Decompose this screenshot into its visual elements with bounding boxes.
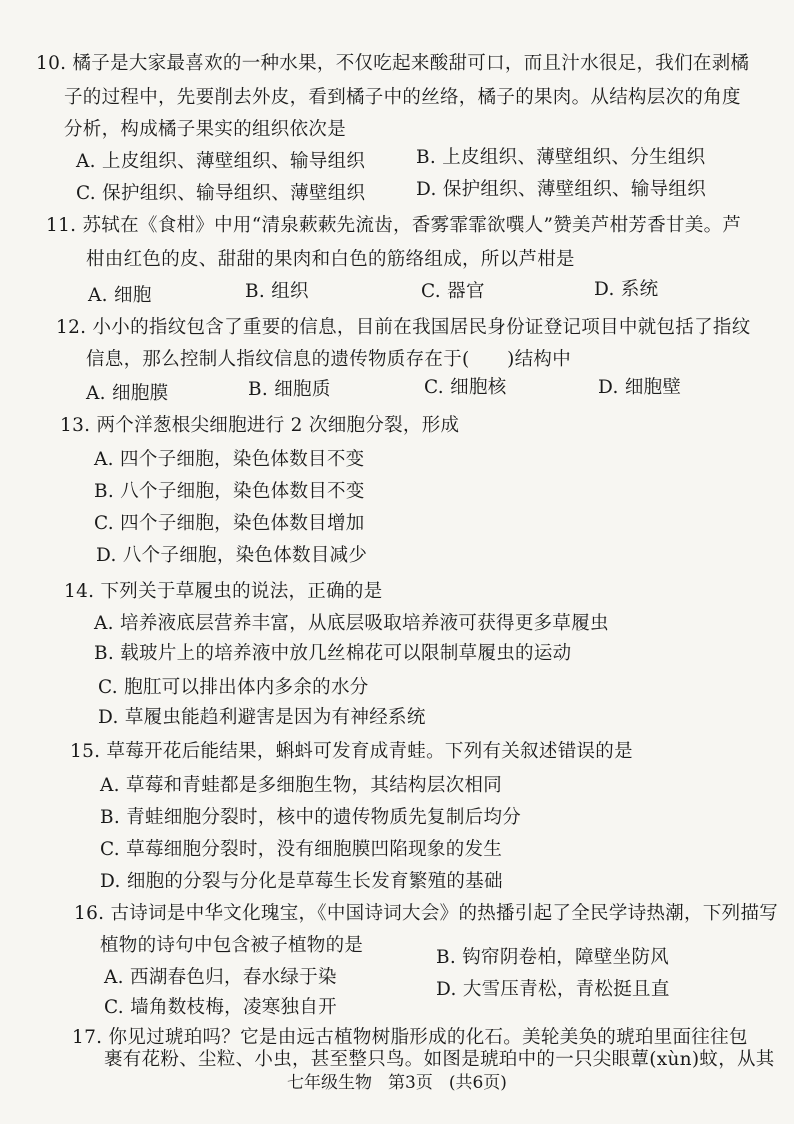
question-15-option-d: D. 细胞的分裂与分化是草莓生长发育繁殖的基础 <box>100 871 503 892</box>
question-10-option-d: D. 保护组织、薄壁组织、输导组织 <box>416 179 707 200</box>
question-16-option-b: B. 钩帘阴卷柏，障壁坐防风 <box>436 947 670 968</box>
question-14-stem: 14. 下列关于草履虫的说法，正确的是 <box>64 581 383 602</box>
question-10-stem-line-2: 子的过程中，先要削去外皮，看到橘子中的丝络，橘子的果肉。从结构层次的角度 <box>64 87 741 108</box>
question-11-option-c: C. 器官 <box>421 281 485 302</box>
question-12-option-b: B. 细胞质 <box>248 379 331 400</box>
question-13-option-a: A. 四个子细胞，染色体数目不变 <box>94 449 365 470</box>
question-10-option-c: C. 保护组织、输导组织、薄壁组织 <box>76 183 366 204</box>
question-12-option-a: A. 细胞膜 <box>86 383 169 404</box>
question-15-option-a: A. 草莓和青蛙都是多细胞生物，其结构层次相同 <box>100 775 503 796</box>
question-11-option-a: A. 细胞 <box>88 285 152 306</box>
question-11-option-d: D. 系统 <box>594 279 659 300</box>
footer-page-total: (共6页) <box>448 1073 507 1093</box>
question-10-stem-line-3: 分析，构成橘子果实的组织依次是 <box>64 119 347 140</box>
question-16-option-a: A. 西湖春色归，春水绿于染 <box>104 967 337 988</box>
question-10-option-a: A. 上皮组织、薄壁组织、输导组织 <box>76 151 366 172</box>
question-11-option-b: B. 组织 <box>245 281 309 302</box>
question-11-stem-line-2: 柑由红色的皮、甜甜的果肉和白色的筋络组成，所以芦柑是 <box>86 249 575 270</box>
question-10-option-b: B. 上皮组织、薄壁组织、分生组织 <box>416 147 706 168</box>
question-17-stem-line-1: 17. 你见过琥珀吗？它是由远古植物树脂形成的化石。美轮美奂的琥珀里面往往包 <box>72 1027 748 1048</box>
question-13-stem: 13. 两个洋葱根尖细胞进行 2 次细胞分裂，形成 <box>60 415 460 436</box>
question-17-stem-line-2: 裹有花粉、尘粒、小虫，甚至整只鸟。如图是琥珀中的一只尖眼蕈(xùn)蚊，从其 <box>104 1049 775 1070</box>
question-14-option-c: C. 胞肛可以排出体内多余的水分 <box>98 677 369 698</box>
question-10-stem-line-1: 10. 橘子是大家最喜欢的一种水果，不仅吃起来酸甜可口，而且汁水很足，我们在剥橘 <box>36 53 750 74</box>
question-14-option-a: A. 培养液底层营养丰富，从底层吸取培养液可获得更多草履虫 <box>94 613 609 634</box>
question-13-option-c: C. 四个子细胞，染色体数目增加 <box>94 513 365 534</box>
question-13-option-d: D. 八个子细胞，染色体数目减少 <box>96 545 368 566</box>
question-12-option-c: C. 细胞核 <box>424 377 507 398</box>
footer-subject: 七年级生物 <box>287 1073 373 1093</box>
question-12-option-d: D. 细胞壁 <box>598 377 682 398</box>
question-11-stem-line-1: 11. 苏轼在《食柑》中用“清泉蔌蔌先流齿，香雾霏霏欲噀人”赞美芦柑芳香甘美。芦 <box>46 215 742 236</box>
question-14-option-d: D. 草履虫能趋利避害是因为有神经系统 <box>98 707 426 728</box>
question-15-option-c: C. 草莓细胞分裂时，没有细胞膜凹陷现象的发生 <box>100 839 503 860</box>
question-16-stem-line-1: 16. 古诗词是中华文化瑰宝，《中国诗词大会》的热播引起了全民学诗热潮，下列描写 <box>74 903 779 924</box>
question-16-stem-line-2: 植物的诗句中包含被子植物的是 <box>100 935 364 956</box>
question-12-stem-line-2: 信息，那么控制人指纹信息的遗传物质存在于( )结构中 <box>86 349 572 370</box>
question-15-stem: 15. 草莓开花后能结果，蝌蚪可发育成青蛙。下列有关叙述错误的是 <box>70 741 633 762</box>
question-13-option-b: B. 八个子细胞，染色体数目不变 <box>94 481 365 502</box>
question-12-stem-line-1: 12. 小小的指纹包含了重要的信息，目前在我国居民身份证登记项目中就包括了指纹 <box>56 317 751 338</box>
question-14-option-b: B. 载玻片上的培养液中放几丝棉花可以限制草履虫的运动 <box>94 643 572 664</box>
question-16-option-d: D. 大雪压青松，青松挺且直 <box>436 979 670 1000</box>
page-footer <box>0 1072 794 1094</box>
question-15-option-b: B. 青蛙细胞分裂时，核中的遗传物质先复制后均分 <box>100 807 522 828</box>
question-16-option-c: C. 墙角数枝梅，凌寒独自开 <box>104 997 337 1018</box>
footer-page-number: 第3页 <box>388 1073 433 1093</box>
